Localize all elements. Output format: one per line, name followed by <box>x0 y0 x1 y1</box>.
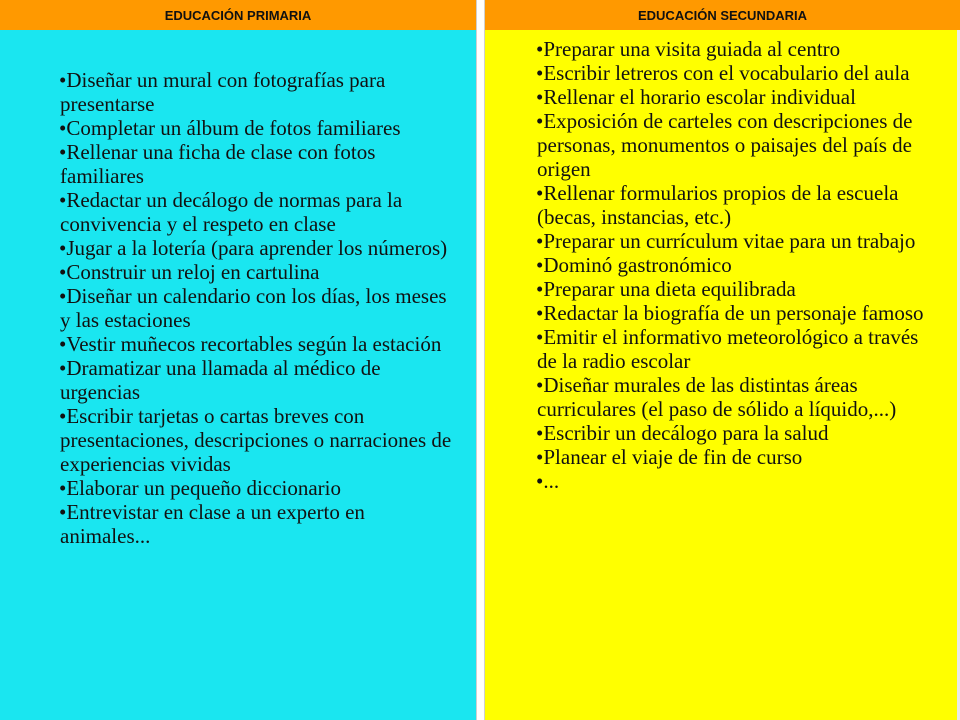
list-item: • Elaborar un pequeño diccionario <box>60 476 456 500</box>
header-secundaria-title: EDUCACIÓN SECUNDARIA <box>637 7 807 23</box>
header-primaria <box>0 0 476 30</box>
list-item: • Escribir un decálogo para la salud <box>537 421 939 445</box>
list-item: • Completar un álbum de fotos familiares <box>60 116 456 140</box>
list-item: • Rellenar una ficha de clase con fotos familiares <box>60 140 456 188</box>
list-item: • Entrevistar en clase a un experto en animales... <box>60 500 456 548</box>
list-item: • ... <box>537 469 939 493</box>
list-item: • Dramatizar una llamada al médico de urgencias <box>60 356 456 404</box>
list-item: • Rellenar el horario escolar individual <box>537 85 939 109</box>
list-item: • Redactar la biografía de un personaje famoso <box>537 301 939 325</box>
list-item: • Vestir muñecos recortables según la estación <box>60 332 456 356</box>
list-item: • Diseñar un mural con fotografías para presentarse <box>60 68 456 116</box>
list-item: • Preparar una visita guiada al centro <box>537 37 939 61</box>
list-item: • Escribir tarjetas o cartas breves con presentaciones, descripciones o narraciones de experiencias vividas <box>60 404 456 476</box>
list-item: • Rellenar formularios propios de la escuela (becas, instancias, etc.) <box>537 181 939 229</box>
list-item: • Exposición de carteles con descripciones de personas, monumentos o paisajes del país de origen <box>537 109 939 181</box>
primaria-column <box>0 30 476 720</box>
secundaria-column <box>485 30 960 720</box>
list-item: • Preparar un currículum vitae para un trabajo <box>537 229 939 253</box>
list-item: • Diseñar un calendario con los días, los meses y las estaciones <box>60 284 456 332</box>
list-item: • Emitir el informativo meteorológico a través de la radio escolar <box>537 325 939 373</box>
list-item: • Planear el viaje de fin de curso <box>537 445 939 469</box>
primaria-list <box>60 68 456 548</box>
list-item: • Diseñar murales de las distintas áreas curriculares (el paso de sólido a líquido,...) <box>537 373 939 421</box>
header-secundaria <box>485 0 960 30</box>
list-item: • Jugar a la lotería (para aprender los números) <box>60 236 456 260</box>
list-item: • Dominó gastronómico <box>537 253 939 277</box>
list-item: • Preparar una dieta equilibrada <box>537 277 939 301</box>
header-primaria-title: EDUCACIÓN PRIMARIA <box>164 7 312 23</box>
secundaria-list <box>537 37 939 493</box>
list-item: • Escribir letreros con el vocabulario del aula <box>537 61 939 85</box>
list-item: • Construir un reloj en cartulina <box>60 260 456 284</box>
list-item: • Redactar un decálogo de normas para la convivencia y el respeto en clase <box>60 188 456 236</box>
column-divider <box>476 0 485 720</box>
